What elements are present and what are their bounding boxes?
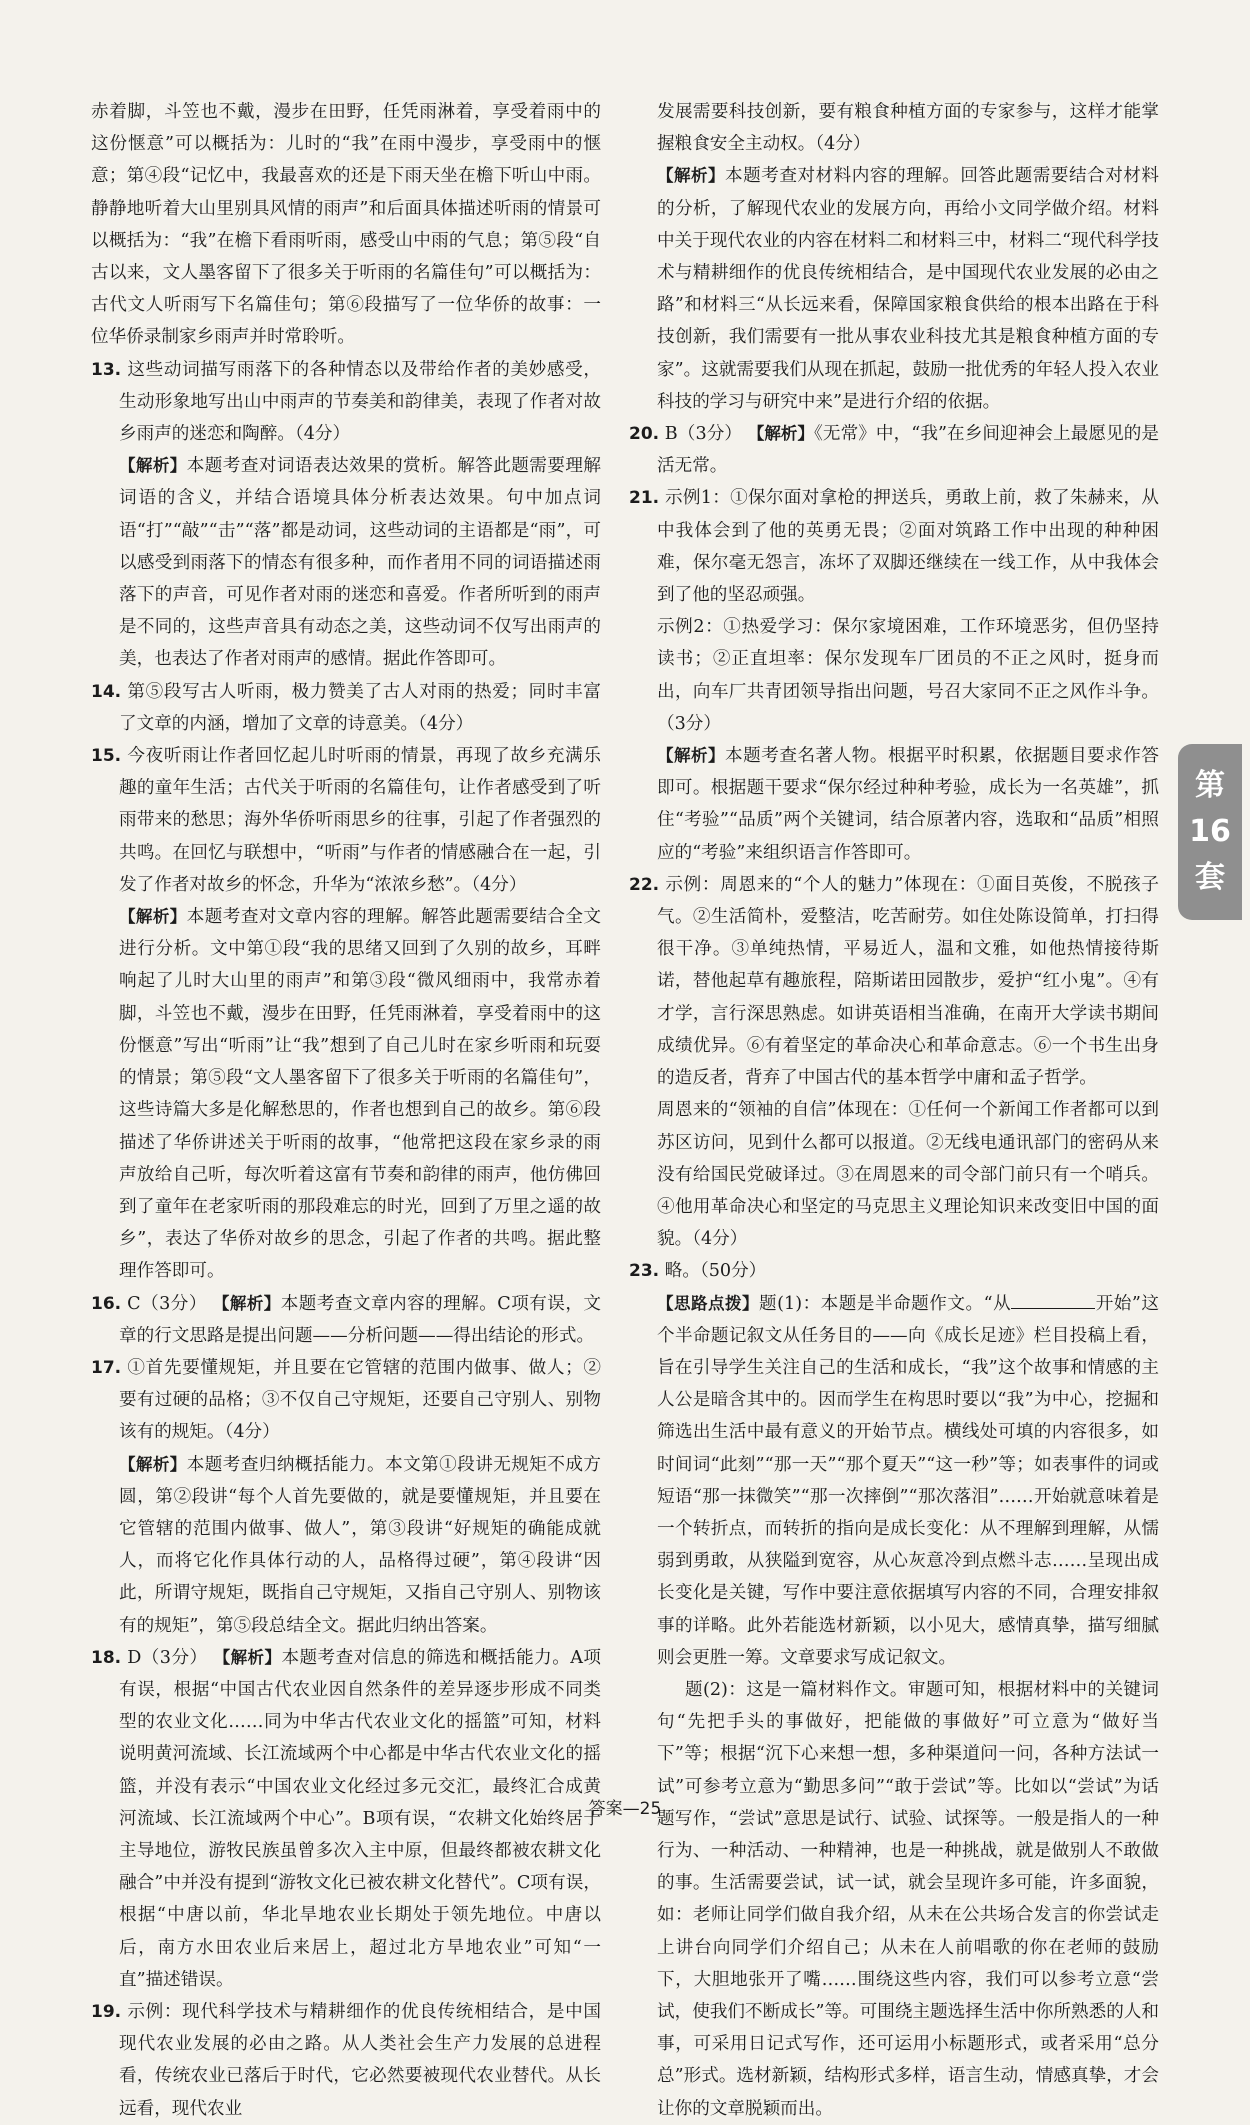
- answer-22-part-2: 周恩来的“领袖的自信”体现在：①任何一个新闻工作者都可以到苏区访问，见到什么都可以报道。②无线电通讯部门的密码从来没有给国民党破译过。③在周恩来的司令部门前只有一个哨兵。④他用革命决心和坚定的马克思主义理论知识来改变旧中国的面貌。（4分）: [657, 1100, 1159, 1250]
- answer-20: 20. B（3分） 【解析】《无常》中，“我”在乡间迎神会上最愿见的是活无常。: [629, 424, 1160, 477]
- analysis-21: 【解析】本题考查名著人物。根据平时积累，依据题目要求作答即可。根据题干要求“保尔经过种种考验，成长为一名英雄”，抓住“考验”“品质”两个关键词，结合原著内容，选取和“品质”相照应的“考验”来组织语言作答即可。: [657, 746, 1159, 863]
- answer-14: 14. 第⑤段写古人听雨，极力赞美了古人对雨的热爱；同时丰富了文章的内涵，增加了文章的诗意美。（4分）: [91, 681, 601, 734]
- answer-21-example-2: 示例2：①热爱学习：保尔家境困难，工作环境恶劣，但仍坚持读书；②正直坦率：保尔发现车厂团员的不正之风时，挺身而出，向车厂共青团领导指出问题，号召大家同不正之风作斗争。（3分）: [657, 617, 1159, 734]
- analysis-15: 【解析】本题考查对文章内容的理解。解答此题需要结合全文进行分析。文中第①段“我的思绪又回到了久别的故乡，耳畔响起了儿时大山里的雨声”和第③段“微风细雨中，我常赤着脚，斗笠也不戴，漫步在田野，任凭雨淋着，享受着雨中的这份惬意”写出“听雨”让“我”想到了自己儿时在家乡听雨和玩耍的情景；第⑤段“文人墨客留下了很多关于听雨的名篇佳句”，这些诗篇大多是化解愁思的，作者也想到自己的故乡。第⑥段描述了华侨讲述关于听雨的故事，“他常把这段在家乡录的雨声放给自己听，每次听着这富有节奏和韵律的雨声，他仿佛回到了童年在老家听雨的那段难忘的时光，回到了万里之遥的故乡”，表达了华侨对故乡的思念，引起了作者的共鸣。据此整理作答即可。: [119, 907, 601, 1282]
- answer-12-continued: 赤着脚，斗笠也不戴，漫步在田野，任凭雨淋着，享受着雨中的这份惬意”可以概括为：儿时的“我”在雨中漫步，享受雨中的惬意；第④段“记忆中，我最喜欢的还是下雨天坐在檐下听山中雨。静静地听着大山里别具风情的雨声”和后面具体描述听雨的情景可以概括为：“我”在檐下看雨听雨，感受山中雨的气息；第⑤段“自古以来，文人墨客留下了很多关于听雨的名篇佳句”可以概括为：古代文人听雨写下名篇佳句；第⑥段描写了一位华侨的故事：一位华侨录制家乡雨声并时常聆听。: [91, 102, 601, 348]
- fill-in-blank-line: [1011, 1290, 1095, 1309]
- answer-13: 13. 这些动词描写雨落下的各种情态以及带给作者的美妙感受，生动形象地写出山中雨声的节奏美和韵律美，表现了作者对故乡雨声的迷恋和陶醉。（4分）: [91, 359, 601, 445]
- right-column: [629, 96, 1159, 2125]
- answer-19: 19. 示例：现代科学技术与精耕细作的优良传统相结合，是中国现代农业发展的必由之路。从人类社会生产力发展的总进程看，传统农业已落后于时代，它必然要被现代农业替代。从长远看，现代农业: [91, 2001, 601, 2119]
- answer-19-continued: 发展需要科技创新，要有粮食种植方面的专家参与，这样才能掌握粮食安全主动权。（4分）: [657, 102, 1159, 155]
- set-tab-char-1: 第: [1195, 768, 1225, 803]
- page-footer: 答案—25: [588, 1799, 662, 1819]
- answer-18: 18. D（3分） 【解析】本题考查对信息的筛选和概括能力。A项有误，根据“中国古代农业因自然条件的差异逐步形成不同类型的农业文化……同为中华古代农业文化的摇篮”可知，材料说明黄河流域、长江流域两个中心都是中华古代农业文化的摇篮，并没有表示“中国农业文化经过多元交汇，最终汇合成黄河流域、长江流域两个中心”。B项有误，“农耕文化始终居于主导地位，游牧民族虽曾多次入主中原，但最终都被农耕文化融合”中并没有提到“游牧文化已被农耕文化替代”。C项有误，根据“中唐以前，华北旱地农业长期处于领先地位。中唐以后，南方水田农业后来居上，超过北方旱地农业”可知“一直”描述错误。: [91, 1647, 602, 1990]
- set-tab-number: 16: [1189, 814, 1231, 849]
- set-number-tab: [1178, 744, 1242, 920]
- left-column: [91, 96, 601, 2125]
- analysis-23-part-2: 题(2)：这是一篇材料作文。审题可知，根据材料中的关键词句“先把手头的事做好，把能做的事做好”可立意为“做好当下”等；根据“沉下心来想一想，多种渠道问一问，各种方法试一试”可参考立意为“勤思多问”“敢于尝试”等。比如以“尝试”为话题写作，“尝试”意思是试行、试验、试探等。一般是指人的一种行为、一种活动、一种精神，也是一种挑战，就是做别人不敢做的事。生活需要尝试，试一试，就会呈现许多可能，许多面貌，如：老师让同学们做自我介绍，从未在公共场合发言的你尝试走上讲台向同学们介绍自己；从未在人前唱歌的你在老师的鼓励下，大胆地张开了嘴……围绕这些内容，我们可以参考立意“尝试，使我们不断成长”等。可围绕主题选择生活中你所熟悉的人和事，可采用日记式写作，还可运用小标题形式，或者采用“总分总”形式。选材新颖，结构形式多样，语言生动，情感真挚，才会让你的文章脱颖而出。: [657, 1679, 1159, 2119]
- analysis-17: 【解析】本题考查归纳概括能力。本文第①段讲无规矩不成方圆，第②段讲“每个人首先要做的，就是要懂规矩，并且要在它管辖的范围内做事、做人”，第③段讲“好规矩的确能成就人，而将它化作具体行动的人，品格得过硬”，第④段讲“因此，所谓守规矩，既指自己守规矩，又指自己守别人、别物该有的规矩”，第⑤段总结全文。据此归纳出答案。: [119, 1454, 601, 1636]
- answer-16: 16. C（3分） 【解析】本题考查文章内容的理解。C项有误，文章的行文思路是提出问题——分析问题——得出结论的形式。: [91, 1293, 601, 1346]
- answer-17: 17. ①首先要懂规矩，并且要在它管辖的范围内做事、做人；②要有过硬的品格；③不仅自己守规矩，还要自己守别人、别物该有的规矩。（4分）: [91, 1357, 601, 1443]
- set-tab-char-2: 套: [1195, 860, 1225, 895]
- answer-15: 15. 今夜听雨让作者回忆起儿时听雨的情景，再现了故乡充满乐趣的童年生活；古代关于听雨的名篇佳句，让作者感受到了听雨带来的愁思；海外华侨听雨思乡的往事，引起了作者强烈的共鸣。在回忆与联想中，“听雨”与作者的情感融合在一起，引发了作者对故乡的怀念，升华为“浓浓乡愁”。（4分）: [91, 746, 601, 895]
- analysis-23: 【思路点拨】题(1)：本题是半命题作文。“从 开始”这个半命题记叙文从任务目的——向《成长足迹》栏目投稿上看，旨在引导学生关注自己的生活和成长，“我”这个故事和情感的主人公是暗含其中的。因而学生在构思时要以“我”为中心，挖掘和筛选出生活中最有意义的开始节点。横线处可填的内容很多，如时间词“此刻”“那一天”“那个夏天”“这一秒”等；如表事件的词或短语“那一抹微笑”“那一次摔倒”“那次落泪”……开始就意味着是一个转折点，而转折的指向是成长变化：从不理解到理解，从懦弱到勇敢，从狭隘到宽容，从心灰意冷到点燃斗志……呈现出成长变化是关键，写作中要注意依据填写内容的不同，合理安排叙事的详略。此外若能选材新颖，以小见大，感情真挚，描写细腻则会更胜一筹。文章要求写成记叙文。: [629, 1288, 1159, 1674]
- analysis-19: 【解析】本题考查对材料内容的理解。回答此题需要结合对材料的分析，了解现代农业的发展方向，再给小文同学做介绍。材料中关于现代农业的内容在材料二和材料三中，材料二“现代科学技术与精耕细作的优良传统相结合，是中国现代农业发展的必由之路”和材料三“从长远来看，保障国家粮食供给的根本出路在于科技创新，我们需要有一批从事农业科技尤其是粮食种植方面的专家”。这就需要我们从现在抓起，鼓励一批优秀的年轻人投入农业科技的学习与研究中来”是进行介绍的依据。: [657, 166, 1159, 412]
- answer-21: 21. 示例1：①保尔面对拿枪的押送兵，勇敢上前，救了朱赫来，从中我体会到了他的英勇无畏；②面对筑路工作中出现的种种困难，保尔毫无怨言，冻坏了双脚还继续在一线工作，从中我体会到了他的坚忍顽强。: [629, 488, 1160, 606]
- answer-22: 22. 示例：周恩来的“个人的魅力”体现在：①面目英俊，不脱孩子气。②生活简朴，爱整洁，吃苦耐劳。如住处陈设简单，打扫得很干净。③单纯热情，平易近人，温和文雅，如他热情接待斯诺，替他起草有趣旅程，陪斯诺田园散步，爱护“红小鬼”。④有才学，言行深思熟虑。如讲英语相当准确，在南开大学读书期间成绩优异。⑥有着坚定的革命决心和革命意志。⑥一个书生出身的造反者，背弃了中国古代的基本哲学中庸和孟子哲学。: [629, 874, 1159, 1089]
- analysis-13: 【解析】本题考查对词语表达效果的赏析。解答此题需要理解词语的含义，并结合语境具体分析表达效果。句中加点词语“打”“敲”“击”“落”都是动词，这些动词的主语都是“雨”，可以感受到雨落下的情态有很多种，而作者用不同的词语描述雨落下的声音，可见作者对雨的迷恋和喜爱。作者所听到的雨声是不同的，这些声音具有动态之美，这些动词不仅写出雨声的美，也表达了作者对雨声的感情。据此作答即可。: [119, 456, 601, 670]
- answer-23: 23. 略。（50分）: [629, 1261, 767, 1282]
